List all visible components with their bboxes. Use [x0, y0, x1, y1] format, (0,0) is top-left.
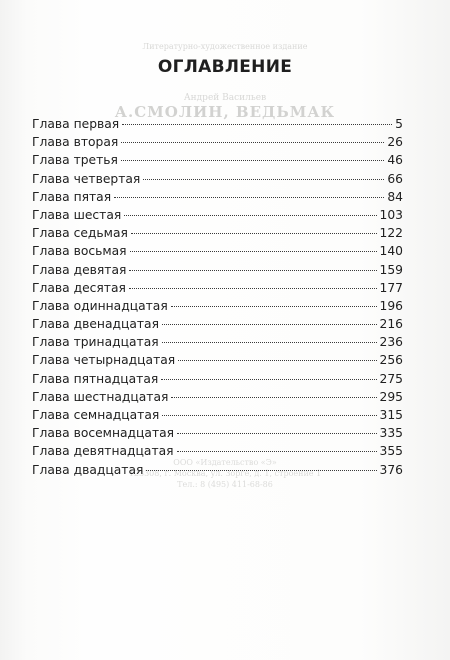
dot-leader [146, 470, 376, 471]
toc-entry [32, 335, 403, 353]
bleed-through-text: Тел.: 8 (495) 411-68-86 [177, 480, 273, 489]
bleed-through-text: А.СМОЛИН, ВЕДЬМАК [114, 103, 336, 121]
dot-leader [171, 397, 376, 398]
table-of-contents [32, 117, 403, 481]
toc-entry [32, 244, 403, 262]
toc-entry-label: Глава пятая [32, 189, 112, 204]
toc-entry [32, 426, 403, 444]
dot-leader [162, 324, 377, 325]
toc-entry [32, 172, 403, 190]
dot-leader [114, 197, 384, 198]
toc-entry [32, 372, 403, 390]
toc-entry-label: Глава десятая [32, 280, 126, 295]
toc-entry-page: 236 [379, 335, 403, 350]
bleed-through-text: Литературно-художественное издание [142, 42, 308, 51]
toc-entry-page: 46 [387, 153, 403, 168]
toc-entry-label: Глава девятнадцатая [32, 444, 174, 459]
toc-entry [32, 317, 403, 335]
dot-leader [162, 342, 377, 343]
toc-entry [32, 408, 403, 426]
dot-leader [177, 433, 376, 434]
toc-entry-page: 66 [387, 171, 403, 186]
dot-leader [178, 360, 376, 361]
toc-entry-label: Глава одиннадцатая [32, 298, 168, 313]
toc-entry [32, 444, 403, 462]
toc-entry [32, 208, 403, 226]
dot-leader [131, 233, 377, 234]
dot-leader [143, 179, 384, 180]
toc-entry-label: Глава восемнадцатая [32, 426, 175, 441]
toc-entry-label: Глава восьмая [32, 244, 127, 259]
toc-entry-page: 376 [379, 462, 403, 477]
toc-entry-page: 295 [379, 389, 403, 404]
dot-leader [177, 451, 377, 452]
toc-entry-page: 216 [379, 317, 403, 332]
dot-leader [124, 215, 376, 216]
toc-entry-page: 84 [387, 189, 403, 204]
toc-entry-label: Глава вторая [32, 135, 119, 150]
toc-entry-page: 315 [379, 408, 403, 422]
toc-entry-label: Глава тринадцатая [32, 335, 159, 350]
toc-entry-page: 5 [395, 117, 403, 131]
toc-entry [32, 117, 403, 135]
toc-entry-page: 140 [379, 244, 403, 259]
toc-entry-label: Глава шестая [32, 207, 122, 222]
dot-leader [171, 306, 377, 307]
toc-entry-page: 335 [379, 426, 403, 441]
dot-leader [161, 379, 376, 380]
toc-entry [32, 135, 403, 153]
toc-entry-label: Глава шестнадцатая [32, 389, 169, 404]
toc-entry [32, 299, 403, 317]
toc-entry [32, 153, 403, 171]
toc-entry-label: Глава пятнадцатая [32, 371, 159, 386]
toc-entry-page: 122 [379, 226, 403, 241]
toc-entry [32, 263, 403, 281]
dot-leader [121, 160, 384, 161]
toc-entry-label: Глава двенадцатая [32, 317, 159, 332]
toc-entry [32, 390, 403, 408]
toc-entry-label: Глава двадцатая [32, 462, 144, 477]
dot-leader [129, 288, 377, 289]
dot-leader [129, 270, 376, 271]
toc-entry-label: Глава девятая [32, 262, 127, 277]
dot-leader [130, 251, 377, 252]
page-title: ОГЛАВЛЕНИЕ [157, 57, 293, 77]
toc-entry-page: 256 [379, 353, 403, 368]
toc-entry [32, 190, 403, 208]
toc-entry-page: 159 [379, 262, 403, 277]
toc-entry-page: 103 [379, 207, 403, 222]
toc-entry-page: 355 [379, 444, 403, 459]
toc-entry-label: Глава седьмая [32, 226, 128, 241]
bleed-through-text: ООО «Издательство «Э» [173, 458, 277, 467]
toc-entry [32, 463, 403, 481]
toc-entry-label: Глава четвертая [32, 171, 141, 186]
toc-entry-page: 196 [379, 298, 403, 313]
toc-entry-label: Глава четырнадцатая [32, 353, 176, 368]
toc-entry [32, 281, 403, 299]
dot-leader [162, 415, 376, 416]
toc-entry-label: Глава первая [32, 117, 120, 131]
bleed-through-text: Андрей Васильев [183, 93, 267, 103]
toc-entry-label: Глава семнадцатая [32, 408, 160, 422]
toc-entry [32, 353, 403, 371]
toc-entry-page: 177 [379, 280, 403, 295]
dot-leader [121, 142, 384, 143]
toc-entry-page: 275 [379, 371, 403, 386]
toc-entry [32, 226, 403, 244]
toc-entry-label: Глава третья [32, 153, 118, 168]
bleed-through-text: 123308, г. Москва, ул. Зорге, д. 1, строение 1 [128, 469, 322, 478]
dot-leader [122, 124, 392, 125]
toc-entry-page: 26 [387, 135, 403, 150]
